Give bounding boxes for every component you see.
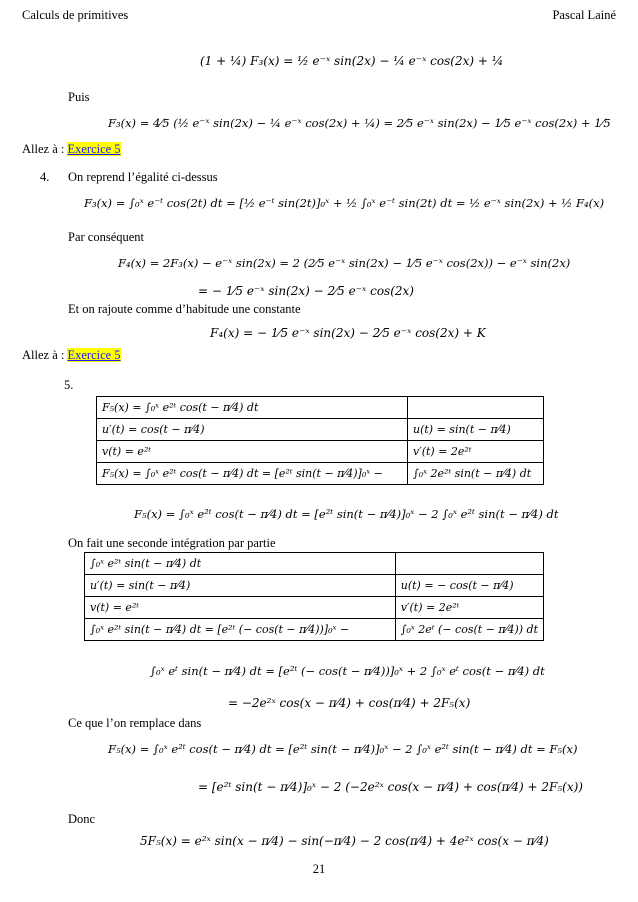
text-line: On reprend l’égalité ci-dessus (68, 170, 218, 184)
table-cell (395, 553, 543, 575)
equation-line: F₄(x) = 2F₃(x) − e⁻ˣ sin(2x) = 2 (2⁄5 e⁻ˣ sin(2x) − 1⁄5 e⁻ˣ cos(2x)) − e⁻ˣ sin(2x) (118, 256, 571, 270)
equation-line: = − 1⁄5 e⁻ˣ sin(2x) − 2⁄5 e⁻ˣ cos(2x) (198, 284, 414, 298)
table-row (85, 575, 544, 597)
header-right: Pascal Lainé (552, 8, 616, 22)
table-cell: ∫₀ˣ e²ᵗ sin(t − π⁄4) dt (85, 553, 396, 575)
equation-line: 5F₅(x) = e²ˣ sin(x − π⁄4) − sin(−π⁄4) − 2 cos(π⁄4) + 4e²ˣ cos(x − π⁄4) (140, 834, 549, 848)
table-cell: v′(t) = 2e²ᵗ (395, 597, 543, 619)
equation-line: ∫₀ˣ eᵗ sin(t − π⁄4) dt = [e²ᵗ (− cos(t − π⁄4))]₀ˣ + 2 ∫₀ˣ eᵗ cos(t − π⁄4) dt (150, 664, 545, 678)
navigation-line (22, 348, 121, 363)
table-cell: v′(t) = 2e²ᵗ (408, 441, 544, 463)
table-cell: ∫₀ˣ e²ᵗ sin(t − π⁄4) dt = [e²ᵗ (− cos(t − π⁄4))]₀ˣ − (85, 619, 396, 641)
table-cell: ∫₀ˣ 2eᵗ (− cos(t − π⁄4)) dt (395, 619, 543, 641)
table-row (85, 553, 544, 575)
table-cell: F₅(x) = ∫₀ˣ e²ᵗ cos(t − π⁄4) dt = [e²ᵗ sin(t − π⁄4)]₀ˣ − (97, 463, 408, 485)
table-cell (408, 397, 544, 419)
table-cell: v(t) = e²ᵗ (85, 597, 396, 619)
equation-line: F₃(x) = ∫₀ˣ e⁻ᵗ cos(2t) dt = [½ e⁻ᵗ sin(2t)]₀ˣ + ½ ∫₀ˣ e⁻ᵗ sin(2t) dt = ½ e⁻ˣ sin(2x) + ½ F₄(x) (84, 196, 605, 210)
page-number: 21 (312, 862, 326, 876)
equation-line: (1 + ¼) F₃(x) = ½ e⁻ˣ sin(2x) − ¼ e⁻ˣ cos(2x) + ¼ (200, 54, 504, 68)
table-row (97, 463, 544, 485)
item-number: 4. (40, 170, 50, 184)
table-cell: u′(t) = sin(t − π⁄4) (85, 575, 396, 597)
table-cell: v(t) = e²ᵗ (97, 441, 408, 463)
parts-table-2 (84, 552, 544, 641)
text-line: Donc (68, 812, 96, 826)
parts-table-1 (96, 396, 544, 485)
table-row (85, 619, 544, 641)
text-puis: Puis (68, 90, 90, 104)
equation-line: F₅(x) = ∫₀ˣ e²ᵗ cos(t − π⁄4) dt = [e²ᵗ sin(t − π⁄4)]₀ˣ − 2 ∫₀ˣ e²ᵗ sin(t − π⁄4) dt = F₅(x) (108, 742, 578, 756)
equation-line: F₅(x) = ∫₀ˣ e²ᵗ cos(t − π⁄4) dt = [e²ᵗ sin(t − π⁄4)]₀ˣ − 2 ∫₀ˣ e²ᵗ sin(t − π⁄4) dt (134, 507, 559, 521)
text-line: Par conséquent (68, 230, 145, 244)
header-left: Calculs de primitives (22, 8, 129, 22)
text-line: On fait une seconde intégration par partie (68, 536, 276, 550)
table-cell: ∫₀ˣ 2e²ᵗ sin(t − π⁄4) dt (408, 463, 544, 485)
table-row (97, 397, 544, 419)
equation-line: F₃(x) = 4⁄5 (½ e⁻ˣ sin(2x) − ¼ e⁻ˣ cos(2x) + ¼) = 2⁄5 e⁻ˣ sin(2x) − 1⁄5 e⁻ˣ cos(2x) + 1⁄5 (108, 116, 611, 130)
text-line: Ce que l’on remplace dans (68, 716, 202, 730)
navigation-line (22, 142, 121, 157)
equation-line: = −2e²ˣ cos(x − π⁄4) + cos(π⁄4) + 2F₅(x) (228, 696, 471, 710)
navigation-prefix: Allez à : (22, 142, 68, 156)
exercise-5-link[interactable]: Exercice 5 (67, 348, 121, 362)
table-row (97, 419, 544, 441)
table-row (85, 597, 544, 619)
table-cell: u′(t) = cos(t − π⁄4) (97, 419, 408, 441)
table-cell: u(t) = sin(t − π⁄4) (408, 419, 544, 441)
exercise-5-link[interactable]: Exercice 5 (67, 142, 121, 156)
table-cell: F₅(x) = ∫₀ˣ e²ᵗ cos(t − π⁄4) dt (97, 397, 408, 419)
item-number: 5. (64, 378, 74, 392)
navigation-prefix: Allez à : (22, 348, 68, 362)
equation-line: = [e²ᵗ sin(t − π⁄4)]₀ˣ − 2 (−2e²ˣ cos(x − π⁄4) + cos(π⁄4) + 2F₅(x)) (198, 780, 583, 794)
table-cell: u(t) = − cos(t − π⁄4) (395, 575, 543, 597)
equation-line: F₄(x) = − 1⁄5 e⁻ˣ sin(2x) − 2⁄5 e⁻ˣ cos(2x) + K (210, 326, 486, 340)
text-line: Et on rajoute comme d’habitude une constante (68, 302, 301, 316)
table-row (97, 441, 544, 463)
